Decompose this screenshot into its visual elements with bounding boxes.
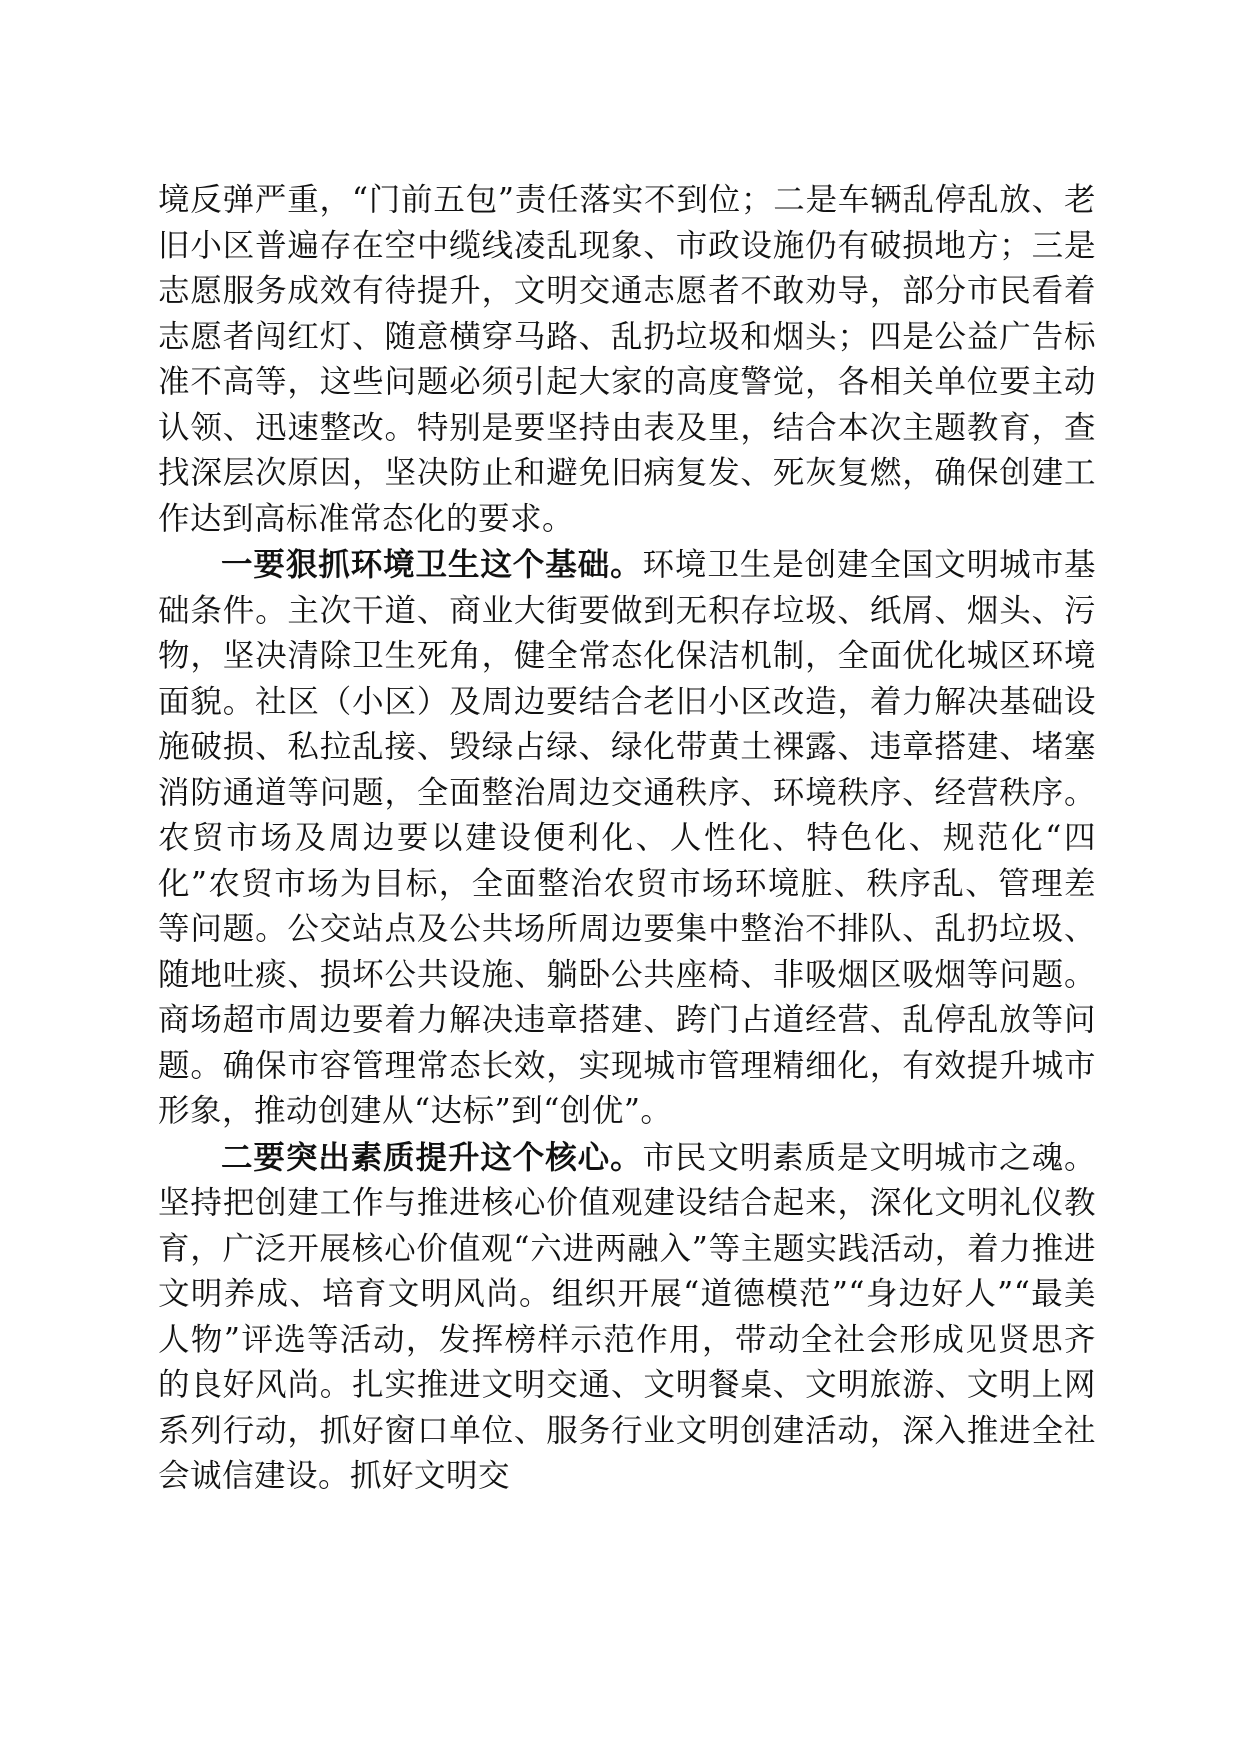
paragraph-text: 市民文明素质是文明城市之魂。坚持把创建工作与推进核心价值观建设结合起来，深化文明礼仪教育，广泛开展核心价值观“六进两融入”等主题实践活动，着力推进文明养成、培育文明风尚。组织开展“道德模范”“身边好人”“最美人物”评选等活动，发挥榜样示范作用，带动全社会形成见贤思齐的良好风尚。扎实推进文明交通、文明餐桌、文明旅游、文明上网系列行动，抓好窗口单位、服务行业文明创建活动，深入推进全社会诚信建设。抓好文明交: [158, 1139, 1096, 1494]
paragraph-continued: [158, 178, 1096, 542]
paragraph-heading: 二要突出素质提升这个核心。: [221, 1138, 643, 1176]
paragraph-text: 境反弹严重，“门前五包”责任落实不到位；二是车辆乱停乱放、老旧小区普遍存在空中缆线凌乱现象、市政设施仍有破损地方；三是志愿服务成效有待提升，文明交通志愿者不敢劝导，部分市民看着志愿者闯红灯、随意横穿马路、乱扔垃圾和烟头；四是公益广告标准不高等，这些问题必须引起大家的高度警觉，各相关单位要主动认领、迅速整改。特别是要坚持由表及里，结合本次主题教育，查找深层次原因，坚决防止和避免旧病复发、死灰复燃，确保创建工作达到高标准常态化的要求。: [158, 182, 1096, 537]
paragraph-quality: [158, 1135, 1096, 1500]
document-body: [158, 178, 1096, 1500]
paragraph-text: 环境卫生是创建全国文明城市基础条件。主次干道、商业大街要做到无积存垃圾、纸屑、烟头、污物，坚决清除卫生死角，健全常态化保洁机制，全面优化城区环境面貌。社区（小区）及周边要结合老旧小区改造，着力解决基础设施破损、私拉乱接、毁绿占绿、绿化带黄土裸露、违章搭建、堵塞消防通道等问题，全面整治周边交通秩序、环境秩序、经营秩序。农贸市场及周边要以建设便利化、人性化、特色化、规范化“四化”农贸市场为目标，全面整治农贸市场环境脏、秩序乱、管理差等问题。公交站点及公共场所周边要集中整治不排队、乱扔垃圾、随地吐痰、损坏公共设施、躺卧公共座椅、非吸烟区吸烟等问题。商场超市周边要着力解决违章搭建、跨门占道经营、乱停乱放等问题。确保市容管理常态长效，实现城市管理精细化，有效提升城市形象，推动创建从“达标”到“创优”。: [158, 547, 1096, 1129]
paragraph-environment: [158, 542, 1096, 1135]
paragraph-heading: 一要狠抓环境卫生这个基础。: [221, 546, 643, 583]
